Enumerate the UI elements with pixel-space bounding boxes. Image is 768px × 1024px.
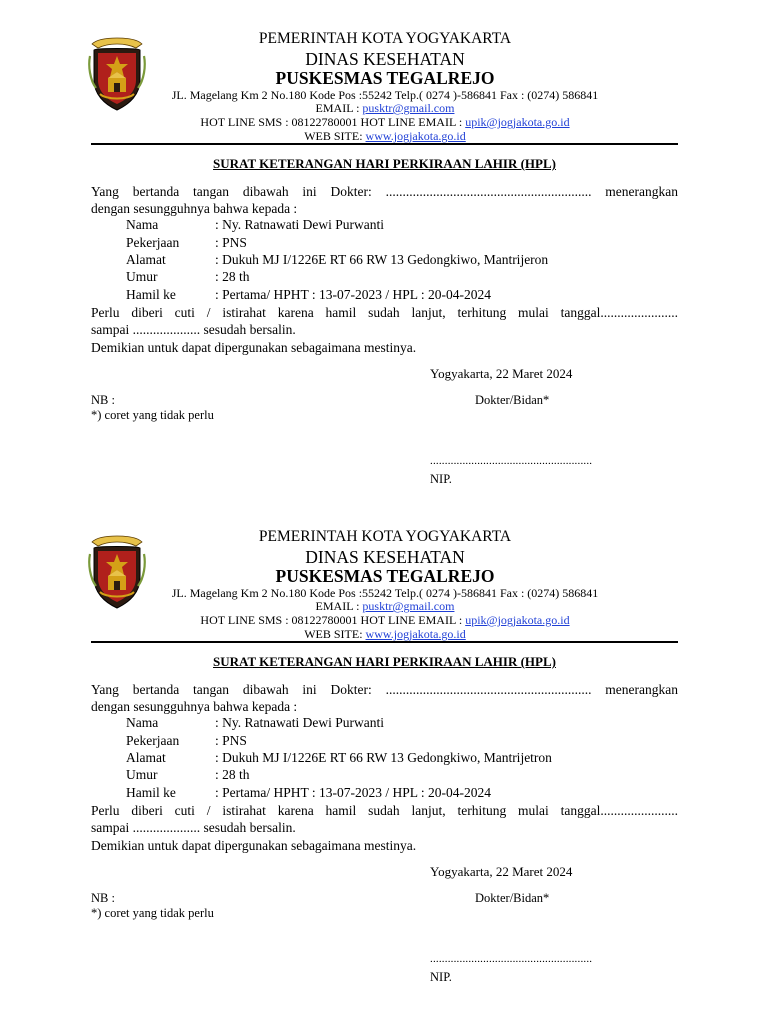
header-address: JL. Magelang Km 2 No.180 Kode Pos :55242 Telp.( 0274 )-586841 Fax : (0274) 586841 (171, 586, 599, 600)
field-label: Umur (126, 269, 158, 285)
field-value: : Ny. Ratnawati Dewi Purwanti (215, 217, 384, 233)
field-label: Alamat (126, 251, 166, 267)
nip-label: NIP. (430, 472, 452, 486)
field-value: : 28 th (215, 767, 250, 783)
website-label: WEB SITE: (304, 129, 366, 143)
field-row (126, 268, 548, 285)
closing-sentence: Demikian untuk dapat dipergunakan sebagaimana mestinya. (91, 838, 417, 853)
header-divider (91, 143, 678, 145)
field-row (126, 766, 552, 783)
field-row (126, 731, 552, 748)
header-facility-name: PUSKESMAS TEGALREJO (275, 566, 495, 586)
opening-paragraph (91, 681, 678, 715)
header-department: DINAS KESEHATAN (305, 49, 465, 69)
header-hotline-line (140, 613, 630, 627)
leave-paragraph (91, 304, 678, 338)
field-value: : 28 th (215, 269, 250, 285)
opening-line-2: dengan sesungguhnya bahwa kepada : (91, 699, 298, 714)
hotline-email-link[interactable]: upik@jogjakota.go.id (465, 613, 570, 627)
field-row (126, 251, 548, 268)
nip-label: NIP. (430, 970, 452, 984)
field-label: Hamil ke (126, 784, 176, 800)
field-row (126, 749, 552, 766)
opening-line-2: dengan sesungguhnya bahwa kepada : (91, 201, 298, 216)
opening-paragraph (91, 183, 678, 217)
signer-role: Dokter/Bidan* (475, 393, 550, 407)
leave-line-2: sampai .................... sesudah bersalin. (91, 322, 296, 337)
field-label: Hamil ke (126, 286, 176, 302)
field-row (126, 233, 548, 250)
opening-line-1: Yang bertanda tangan dibawah ini Dokter: ............................................................. menerangkan (91, 682, 678, 697)
field-value: : PNS (215, 732, 247, 748)
field-row (126, 216, 548, 233)
nb-label: NB : (91, 393, 115, 407)
header-government: PEMERINTAH KOTA YOGYAKARTA (258, 30, 512, 47)
website-link[interactable]: www.jogjakota.go.id (365, 129, 466, 143)
field-label: Umur (126, 767, 158, 783)
field-value: : PNS (215, 234, 247, 250)
field-label: Alamat (126, 749, 166, 765)
leave-line-2: sampai .................... sesudah bersalin. (91, 820, 296, 835)
website-link[interactable]: www.jogjakota.go.id (365, 627, 466, 641)
website-label: WEB SITE: (304, 627, 366, 641)
letter-2 (0, 498, 768, 998)
header-website-line (140, 627, 630, 641)
header-facility-name: PUSKESMAS TEGALREJO (275, 68, 495, 88)
place-date: Yogyakarta, 22 Maret 2024 (430, 864, 573, 879)
header-website-line (140, 129, 630, 143)
header-email-line (140, 101, 630, 115)
field-value: : Dukuh MJ I/1226E RT 66 RW 13 Gedongkiwo, Mantrijeron (215, 251, 549, 267)
header-government: PEMERINTAH KOTA YOGYAKARTA (258, 528, 512, 545)
email-link[interactable]: pusktr@gmail.com (362, 101, 455, 115)
opening-line-1: Yang bertanda tangan dibawah ini Dokter: ............................................................. menerangkan (91, 184, 678, 199)
leave-paragraph (91, 802, 678, 836)
header-divider (91, 641, 678, 643)
leave-line-1: Perlu diberi cuti / istirahat karena hamil sudah lanjut, terhitung mulai tanggal....................... (91, 305, 678, 320)
closing-sentence: Demikian untuk dapat dipergunakan sebagaimana mestinya. (91, 340, 417, 355)
header-hotline-line (140, 115, 630, 129)
field-label: Pekerjaan (126, 732, 180, 748)
field-label: Pekerjaan (126, 234, 180, 250)
hotline-text: HOT LINE SMS : 08122780001 HOT LINE EMAIL : (200, 115, 466, 129)
field-label: Nama (126, 715, 159, 731)
hotline-text: HOT LINE SMS : 08122780001 HOT LINE EMAIL : (200, 613, 466, 627)
signature-line: ....................................................... (430, 953, 593, 965)
field-row (126, 784, 552, 801)
field-value: : Pertama/ HPHT : 13-07-2023 / HPL : 20-04-2024 (215, 286, 491, 302)
signature-line: ....................................................... (430, 455, 593, 467)
footnote: *) coret yang tidak perlu (91, 408, 214, 422)
letter-1 (0, 0, 768, 500)
header-email-line (140, 599, 630, 613)
field-value: : Pertama/ HPHT : 13-07-2023 / HPL : 20-04-2024 (215, 784, 491, 800)
nb-label: NB : (91, 891, 115, 905)
signer-role: Dokter/Bidan* (475, 891, 550, 905)
footnote: *) coret yang tidak perlu (91, 906, 214, 920)
patient-fields (126, 714, 552, 801)
email-label: EMAIL : (315, 599, 363, 613)
letter-title: SURAT KETERANGAN HARI PERKIRAAN LAHIR (HPL) (213, 654, 556, 669)
field-row (126, 286, 548, 303)
email-link[interactable]: pusktr@gmail.com (362, 599, 455, 613)
letter-title: SURAT KETERANGAN HARI PERKIRAAN LAHIR (HPL) (213, 156, 556, 171)
field-value: : Ny. Ratnawati Dewi Purwanti (215, 715, 384, 731)
header-department: DINAS KESEHATAN (305, 547, 465, 567)
hotline-email-link[interactable]: upik@jogjakota.go.id (465, 115, 570, 129)
header-address: JL. Magelang Km 2 No.180 Kode Pos :55242 Telp.( 0274 )-586841 Fax : (0274) 586841 (171, 88, 599, 102)
email-label: EMAIL : (315, 101, 363, 115)
field-row (126, 714, 552, 731)
field-label: Nama (126, 217, 159, 233)
field-value: : Dukuh MJ I/1226E RT 66 RW 13 Gedongkiwo, Mantrijetron (215, 749, 552, 765)
patient-fields (126, 216, 548, 303)
place-date: Yogyakarta, 22 Maret 2024 (430, 366, 573, 381)
leave-line-1: Perlu diberi cuti / istirahat karena hamil sudah lanjut, terhitung mulai tanggal....................... (91, 803, 678, 818)
